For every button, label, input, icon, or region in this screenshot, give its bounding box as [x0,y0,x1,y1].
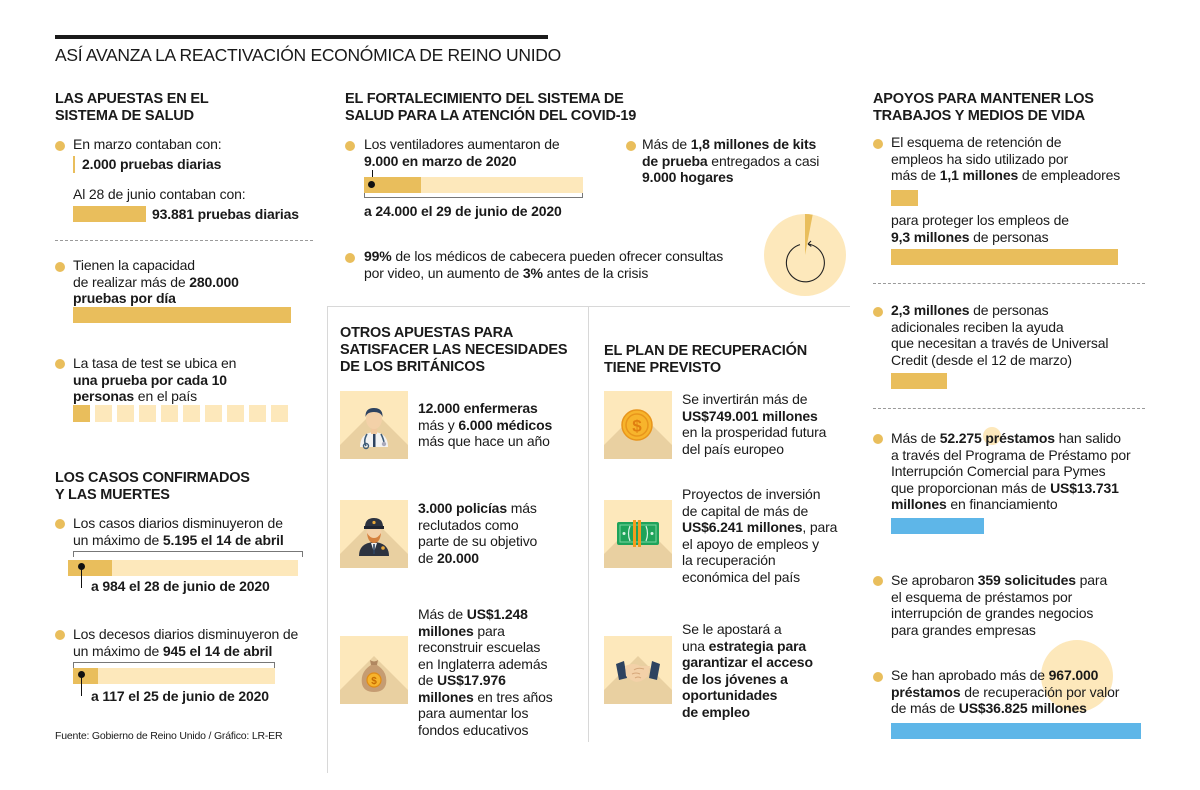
text-bold: 20.000 [437,549,479,566]
universal-credit-text [891,302,1108,368]
policias-text [418,500,537,566]
test-square-empty [95,405,112,422]
title-line: Y LAS MUERTES [55,487,170,503]
text-line: Credit (desde el 12 de marzo) [891,351,1072,368]
text-bold: 12.000 enfermeras [418,400,538,416]
coin-icon [604,391,672,459]
test-square-empty [227,405,244,422]
text-line: para grandes empresas [891,621,1036,638]
text-bold: oportunidades [682,687,778,703]
text-bold: 3.000 policías [418,500,507,516]
pruebas-junio-label: Al 28 de junio contaban con: [73,186,246,202]
police-icon [340,500,408,568]
handshake-icon [604,636,672,704]
text-line: reclutados como [418,516,519,533]
section-title-plan [604,343,807,377]
text-bold: 967.000 [1048,667,1099,683]
decesos-bar-track [73,668,275,684]
text-line [891,430,1131,447]
section-title-otros [340,325,567,376]
text-line [891,229,1069,246]
text-line: parte de su objetivo [418,533,538,549]
decesos-text [73,626,298,659]
text-line: para aumentar los [418,705,529,721]
text-line [73,290,239,307]
text-bold: 359 solicitudes [977,572,1076,588]
bullet-icon [873,672,883,682]
bullet-icon [873,576,883,586]
pymes-bar [891,518,984,534]
text-line: del país europeo [682,440,784,457]
casos-bracket [73,551,303,557]
text-span: Más de [891,430,940,446]
text-span: en tres años [473,688,553,705]
marker-line [81,676,82,696]
text-bold: 5.195 el 14 de abril [162,531,284,548]
text-line: La tasa de test se ubica en [73,355,237,371]
test-square-filled [73,405,90,422]
text-line: la recuperación [682,552,776,568]
ventiladores-bracket [364,193,583,198]
text-line: económica del país [682,568,800,585]
text-line [73,388,236,405]
kits-text [642,136,819,186]
text-span: de personas [969,302,1049,318]
text-line [891,480,1131,497]
text-span: una [682,637,709,654]
personas-bar [891,249,1118,265]
text-span: que proporcionan más de [891,479,1051,496]
text-bold: 2,3 millones [891,302,970,318]
text-span: para [1075,572,1108,588]
pruebas-marzo-value: 2.000 pruebas diarias [82,156,222,172]
text-bold: US$36.825 millones [958,700,1087,716]
text-line [642,136,819,153]
casos-text [73,515,284,548]
text-bold: pruebas por día [73,290,176,306]
text-line [418,400,552,417]
capacidad-text [73,257,239,307]
text-line [73,643,298,660]
divider [55,240,313,241]
text-line: para proteger los empleos de [891,212,1069,228]
text-line [418,550,537,567]
text-span: por video, un aumento de [364,264,523,281]
text-line [682,638,813,655]
text-bold: millones [418,688,474,705]
ventiladores-text [364,136,560,169]
escuelas-text [418,606,553,738]
text-line: Los decesos diarios disminuyeron de [73,626,299,642]
text-line [891,302,1108,319]
proteger-text [891,212,1069,245]
title-line: DE LOS BRITÁNICOS [340,359,485,375]
text-bold: US$1.248 [466,606,528,622]
text-span: de realizar más de [73,273,190,290]
tasa-text [73,355,236,405]
text-line [891,572,1107,589]
text-span: un máximo de [73,642,163,659]
page-title: ASÍ AVANZA LA REACTIVACIÓN ECONÓMICA DE REINO UNIDO [55,45,561,65]
bullet-icon [345,141,355,151]
inversion-text [682,391,826,457]
text-line [891,700,1119,717]
text-bold: US$17.976 [437,672,506,688]
text-line: Los casos diarios disminuyeron de [73,515,283,531]
text-span: , para [802,519,838,535]
text-line: adicionales reciben la ayuda [891,318,1064,335]
text-span: un máximo de [73,531,163,548]
section-title-apoyos [873,91,1094,125]
text-bold: de prueba [642,152,708,169]
text-bold: de empleo [682,703,750,720]
text-line [682,687,813,704]
text-bold: US$749.001 millones [682,407,818,424]
text-span: más de [891,167,940,183]
section-title-casos [55,470,250,504]
text-span: de los médicos de cabecera pueden ofrecer consultas [391,248,724,264]
retencion-text [891,134,1120,184]
text-line: en Inglaterra además [418,655,548,672]
decesos-after: a 117 el 25 de junio de 2020 [91,688,269,704]
text-line [642,169,819,186]
test-square-empty [139,405,156,422]
text-span: antes de la crisis [542,264,649,281]
text-span: de [418,672,438,688]
text-span: más [506,500,537,516]
divider [873,283,1145,284]
title-line: EL FORTALECIMIENTO DEL SISTEMA DE [345,91,624,107]
text-line [73,532,284,549]
text-bold: millones [891,496,947,512]
text-bold: 945 el 14 de abril [162,642,273,659]
text-span: de [418,549,438,566]
text-line [418,606,553,623]
text-line [73,372,236,389]
title-line: TRABAJOS Y MEDIOS DE VIDA [873,108,1086,124]
pruebas-marzo-label: En marzo contaban con: [73,136,222,152]
text-span: han salido [1054,430,1121,446]
bullet-icon [55,141,65,151]
text-span: de personas [969,228,1049,245]
text-bold: de los jóvenes a [682,670,788,687]
recuperacion-text [891,667,1119,717]
panel-divider [588,306,589,742]
bullet-icon [55,359,65,369]
title-line: LOS CASOS CONFIRMADOS [55,470,250,486]
enfermeras-text [418,400,552,450]
title-line: APOYOS PARA MANTENER LOS [873,91,1094,107]
text-bold: 99% [364,248,392,264]
text-span: en el país [134,388,198,404]
text-line: fondos educativos [418,721,529,738]
pymes-text [891,430,1131,513]
capacidad-bar [73,307,291,323]
estrategia-text [682,621,813,720]
text-line: Tienen la capacidad [73,257,195,273]
bullet-icon [873,307,883,317]
text-line: Los ventiladores aumentaron de [364,136,560,152]
svg-text:$: $ [632,416,642,436]
text-line: de capital de más de [682,502,809,519]
text-bold: 9.000 en marzo de 2020 [364,152,517,169]
title-line: EL PLAN DE RECUPERACIÓN [604,343,807,359]
text-span: más y [418,416,459,433]
text-bold: estrategia para [708,637,807,654]
text-line [364,265,723,282]
bullet-icon [626,141,636,151]
text-bold: 6.000 médicos [458,416,553,433]
text-line: reconstruir escuelas [418,639,541,655]
text-line [364,153,560,170]
test-square-empty [117,405,134,422]
panel-left-border [327,306,328,773]
text-line: empleos ha sido utilizado por [891,150,1068,167]
text-line [891,684,1119,701]
pruebas-junio-value: 93.881 pruebas diarias [152,206,299,222]
test-square-empty [249,405,266,422]
text-line: Proyectos de inversión [682,486,821,502]
text-line [418,672,553,689]
bullet-icon [873,434,883,444]
text-bold: garantizar el acceso [682,654,813,670]
title-line: OTROS APUESTAS PARA [340,325,514,341]
text-line [418,623,553,640]
proyectos-text [682,486,837,585]
text-bold: 9.000 hogares [642,169,734,185]
money-bag-icon [340,636,408,704]
bullet-icon [55,519,65,529]
text-bold: US$6.241 millones [682,519,803,535]
medicos-text [364,248,723,281]
text-line [891,496,1131,513]
title-line: SALUD PARA LA ATENCIÓN DEL COVID-19 [345,108,637,124]
text-line: que necesitan a través de Universal [891,335,1109,351]
doctor-icon [340,391,408,459]
empleadores-bar [891,190,918,206]
solicitudes-text [891,572,1107,638]
section-title-salud [55,91,209,125]
source-credit: Fuente: Gobierno de Reino Unido / Gráfico: LR-ER [55,730,283,742]
ventiladores-after: a 24.000 el 29 de junio de 2020 [364,203,562,219]
text-line: más que hace un año [418,433,550,449]
title-line: SATISFACER LAS NECESIDADES [340,342,568,358]
text-span: de más de [891,700,959,716]
text-bold: 9,3 millones [891,228,970,245]
bullet-icon [55,262,65,272]
svg-text:$: $ [371,676,377,687]
text-bold: US$13.731 [1050,479,1119,496]
test-square-empty [271,405,288,422]
text-line [891,667,1119,684]
text-line: el apoyo de empleos y [682,535,819,552]
text-line [418,417,552,434]
universal-credit-bar [891,373,947,389]
text-line: Se invertirán más de [682,391,808,407]
text-bold: préstamos [891,683,961,700]
text-line [682,654,813,671]
marker-dot [368,181,375,188]
text-line [682,704,813,721]
title-rule [55,35,548,39]
text-span: para [473,622,505,639]
text-bold: 52.275 préstamos [939,430,1055,446]
text-bold: personas [73,388,135,404]
text-bold: una prueba por cada 10 [73,371,227,388]
divider [873,408,1145,409]
text-line [682,671,813,688]
text-line [682,519,837,536]
text-span: de empleadores [1018,167,1121,183]
text-line: El esquema de retención de [891,134,1062,150]
consultas-pie [763,213,847,297]
test-square-empty [183,405,200,422]
section-title-fortalecimiento [345,91,636,125]
text-span: Se han aprobado más de [891,667,1049,683]
recuperacion-bar [891,723,1141,739]
test-squares [73,405,303,422]
decesos-bar-fill [73,668,98,684]
text-span: en financiamiento [946,496,1058,512]
text-span: Más de [418,606,467,622]
text-line: el esquema de préstamos por [891,588,1073,605]
banknote-icon [604,500,672,568]
text-line [642,153,819,170]
text-span: Se aprobaron [891,572,978,588]
text-line: Interrupción Comercial para Pymes [891,463,1106,479]
text-span: entregados a casi [707,152,820,169]
title-line: LAS APUESTAS EN EL [55,91,209,107]
text-line [364,248,723,265]
text-line: interrupción de grandes negocios [891,605,1094,621]
pruebas-marzo-bar [73,156,75,173]
title-line: SISTEMA DE SALUD [55,108,194,124]
text-line [418,500,537,517]
marker-line [81,568,82,588]
bullet-icon [873,139,883,149]
bullet-icon [345,253,355,263]
casos-after: a 984 el 28 de junio de 2020 [91,578,270,594]
casos-bar-fill [68,560,112,576]
text-bold: 3% [522,264,543,281]
text-bold: millones [418,622,474,639]
text-span: de recuperación por valor [960,683,1120,700]
text-bold: 1,8 millones de kits [690,136,817,152]
text-line: Se le apostará a [682,621,782,637]
title-line: TIENE PREVISTO [604,360,721,376]
text-line [73,274,239,291]
test-square-empty [205,405,222,422]
text-line [891,167,1120,184]
bullet-icon [55,630,65,640]
text-line: en la prosperidad futura [682,424,827,440]
text-bold: 280.000 [189,273,239,290]
test-square-empty [161,405,178,422]
text-line [418,689,553,706]
text-line [682,408,826,425]
text-bold: 1,1 millones [939,167,1019,183]
text-line: a través del Programa de Préstamo por [891,446,1131,463]
text-span: Más de [642,136,691,152]
pruebas-junio-bar [73,206,146,222]
